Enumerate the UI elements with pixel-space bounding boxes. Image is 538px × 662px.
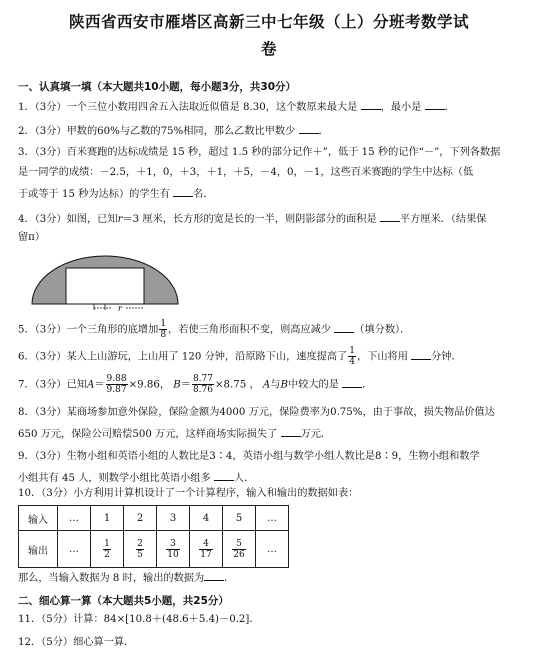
question-4-text-b: ＝3 厘米，长方形的宽是长的一半，则阴影部分的面积是: [122, 214, 377, 225]
answer-blank: [411, 349, 431, 360]
question-4-line1: [18, 211, 487, 227]
question-7-mult-2: ×8.75 ，: [215, 379, 260, 391]
question-1: [18, 99, 455, 115]
table-cell: 5: [223, 506, 256, 531]
question-1-mid: ，最小是: [380, 102, 422, 113]
question-10-after: [18, 570, 234, 586]
question-9-end: 人．: [233, 473, 255, 484]
table-row-output: [19, 531, 289, 568]
table-cell: $\frac{3}{10}$: [157, 531, 190, 568]
answer-blank: [361, 99, 381, 110]
question-8-end: 万元．: [300, 429, 332, 440]
answer-blank: [299, 123, 319, 134]
question-10-after-text: 那么，当输入数据为 8 时，输出的数据为: [18, 573, 205, 584]
question-1-text: 1．（3分）一个三位小数用四舍五入法取近似值是 8.30，这个数原来最大是: [18, 102, 358, 113]
question-3-line1: 3．（3分）百米赛跑的达标成绩是 15 秒，超过 1.5 秒的部分记作＋”，低于 15 秒的记作“－”，下列各数据: [18, 147, 501, 158]
table-cell: …: [256, 506, 289, 531]
question-7-mult-1: ×9.86，: [128, 379, 171, 391]
question-6-text-c: 分钟．: [431, 351, 462, 363]
semicircle-rectangle-figure: [30, 254, 180, 312]
question-10: 10．（3分）小方利用计算机设计了一个计算程序，输入和输出的数据如表：: [18, 488, 359, 499]
exam-title-line2: 卷: [260, 40, 277, 58]
fraction-988-987: $\frac{9.88}{9.87}$: [106, 374, 127, 395]
variable-r: r: [117, 214, 123, 225]
question-5-text-a: 5．（3分）一个三角形的底增加: [18, 324, 159, 336]
section-fill-in-heading: 一、认真填一填（本大题共10小题，每小题3分，共30分）: [18, 81, 297, 93]
question-3-line2: 是一同学的成绩：－2.5，＋1，0，＋3，＋1，＋5，－4，0，－1，这些百米赛跑的学生中达标（低: [18, 167, 474, 178]
variable-B: B: [173, 379, 181, 391]
fraction-1-8: $\frac{1}{8}$: [160, 319, 167, 340]
question-7-text-a: 7．（3分）已知: [18, 379, 87, 391]
table-cell: $\frac{4}{17}$: [190, 531, 223, 568]
question-8-text: 650 万元，保险公司赔偿500 万元，这样商场实际损失了: [18, 429, 278, 440]
table-cell: …: [256, 531, 289, 568]
section-calculation-heading: 二、细心算一算（本大题共5小题，共25分）: [18, 595, 229, 607]
variable-B-ref: B: [280, 379, 288, 391]
answer-blank: [334, 322, 354, 333]
question-4-text-c: 平方厘米．（结果保: [399, 214, 487, 225]
question-2-text: 2．（3分）甲数的60%与乙数的75%相同，那么乙数比甲数少: [18, 126, 296, 137]
question-9-text: 小组共有 45 人，则数学小组比英语小组多: [18, 473, 211, 484]
rectangle-shape: [66, 268, 144, 304]
question-4-line2: 留π）: [18, 232, 46, 243]
question-7: 7．（3分）已知A＝ $\frac{9.88}{9.87}$ ×9.86， B＝ $\frac{8.77}{8.76}$ ×8.75 ， A与B中较大的是 ．: [18, 374, 373, 395]
question-9-line2: [18, 470, 254, 486]
question-3-line3: [18, 186, 214, 202]
answer-blank: [214, 470, 234, 481]
table-row-input: [19, 506, 289, 531]
question-7-text-d: 中较大的是: [287, 379, 339, 391]
answer-blank: [342, 377, 362, 388]
question-6-text-b: ，下山将用: [356, 351, 408, 363]
table-cell: 1: [91, 506, 124, 531]
table-cell: …: [58, 506, 91, 531]
answer-blank: [281, 426, 301, 437]
table-cell: 4: [190, 506, 223, 531]
question-6: [18, 346, 462, 367]
answer-blank: [204, 570, 224, 581]
question-1-end: ．: [444, 102, 455, 113]
question-5: [18, 319, 410, 340]
question-5-text-c: （填分数）．: [354, 324, 411, 336]
input-output-table: [18, 505, 289, 568]
table-header-output: 输出: [19, 531, 58, 568]
question-11: 11．（5分）计算：84×[10.8＋(48.6＋5.4)－0.2]．: [18, 614, 260, 625]
question-8-line1: 8．（3分）某商场参加意外保险，保险金额为4000 万元，保险费率为0.75%，由于事故，损失物品价值达: [18, 407, 495, 418]
fraction-877-876: $\frac{8.77}{8.76}$: [192, 374, 213, 395]
question-5-text-b: ，若使三角形面积不变，则高应减少: [168, 324, 332, 336]
question-2: [18, 123, 329, 139]
answer-blank: [425, 99, 445, 110]
question-8-line2: [18, 426, 331, 442]
question-9-line1: 9．（3分）生物小组和英语小组的人数比是3∶4，英语小组与数学小组人数比是8∶9，生物小组和数学: [18, 451, 480, 462]
table-cell: $\frac{1}{2}$: [91, 531, 124, 568]
table-cell: …: [58, 531, 91, 568]
variable-A-ref: A: [262, 379, 271, 391]
table-header-input: 输入: [19, 506, 58, 531]
variable-A: A: [87, 379, 95, 391]
table-cell: $\frac{2}{5}$: [124, 531, 157, 568]
question-4-text-a: 4．（3分）如图，已知: [18, 214, 118, 225]
question-12: 12．（5分）细心算一算．: [18, 637, 135, 648]
table-cell: 2: [124, 506, 157, 531]
fraction-1-4: $\frac{1}{4}$: [349, 346, 355, 367]
answer-blank: [173, 186, 193, 197]
question-3-line3-end: 名．: [193, 189, 214, 200]
question-6-text-a: 6．（3分）某人上山游玩，上山用了 120 分钟，沿原路下山，速度提高了: [18, 351, 348, 363]
question-10-after-end: ．: [224, 573, 235, 584]
figure-label-r: r: [118, 304, 122, 312]
exam-title-line1: 陕西省西安市雁塔区高新三中七年级（上）分班考数学试: [68, 13, 469, 31]
table-cell: 3: [157, 506, 190, 531]
answer-blank: [380, 211, 400, 222]
question-3-line3-text: 于或等于 15 秒为达标）的学生有: [18, 189, 170, 200]
question-2-end: ．: [318, 126, 329, 137]
table-cell: $\frac{5}{26}$: [223, 531, 256, 568]
